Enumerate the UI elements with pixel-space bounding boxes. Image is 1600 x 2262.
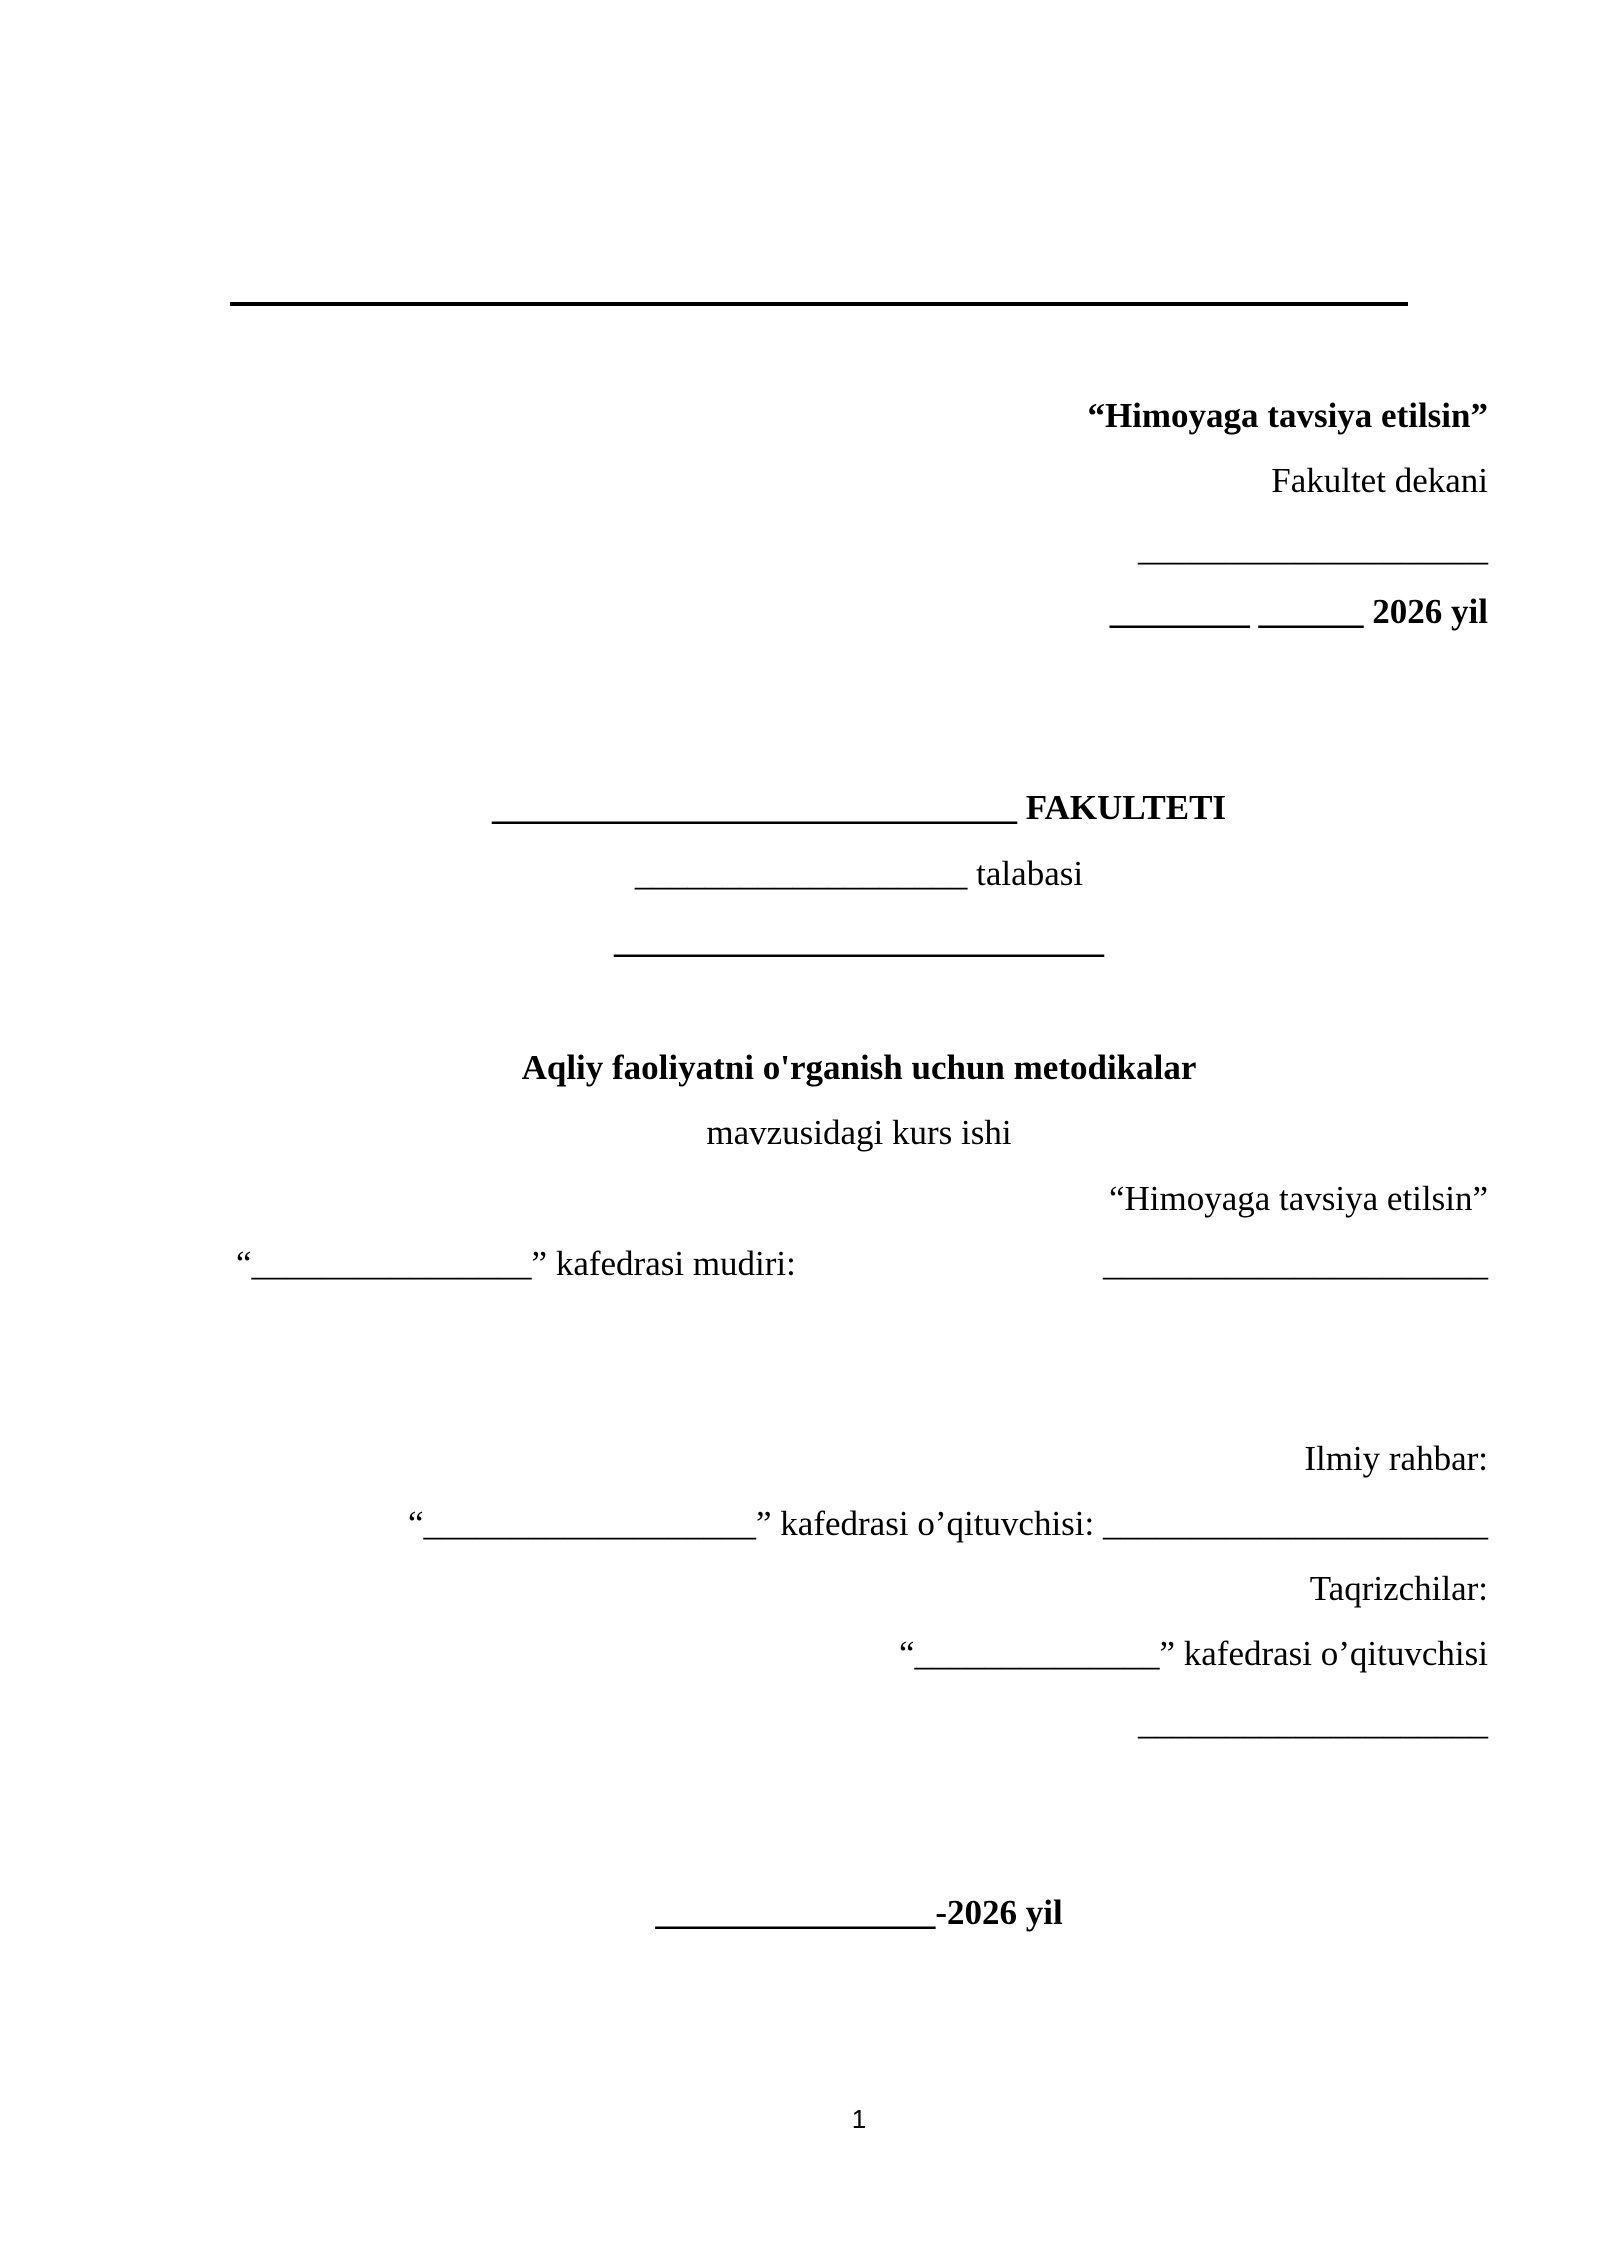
supervisor-title: Ilmiy rahbar: bbox=[1304, 1439, 1488, 1478]
department-head-signature-line: ______________________ bbox=[1103, 1244, 1488, 1283]
reviewer-label: “______________” kafedrasi o’qituvchisi bbox=[898, 1634, 1488, 1673]
footer-year: ________________-2026 yil bbox=[655, 1893, 1063, 1932]
student-line: ___________________ talabasi bbox=[634, 854, 1084, 893]
student-name-line: ____________________________ bbox=[614, 921, 1104, 960]
dean-title: Fakultet dekani bbox=[1271, 461, 1488, 500]
reviewers-title: Taqrizchilar: bbox=[1309, 1569, 1488, 1608]
supervisor-label: “___________________” kafedrasi o’qituvchisi: ______________________ bbox=[407, 1504, 1488, 1543]
top-rule bbox=[230, 302, 1408, 306]
department-approval: “Himoyaga tavsiya etilsin” bbox=[1108, 1179, 1488, 1218]
faculty-line: ______________________________ FAKULTETI bbox=[491, 788, 1227, 827]
topic-subtitle: mavzusidagi kurs ishi bbox=[706, 1113, 1012, 1152]
department-head-label: “________________” kafedrasi mudiri: bbox=[236, 1244, 796, 1283]
reviewer-signature-line: ____________________ bbox=[1138, 1703, 1488, 1742]
dean-signature-line: ____________________ bbox=[1138, 529, 1488, 568]
approval-date: ________ ______ 2026 yil bbox=[1109, 592, 1488, 631]
page-number: 1 bbox=[851, 2104, 867, 2134]
topic-title: Aqliy faoliyatni o'rganish uchun metodikalar bbox=[521, 1048, 1197, 1087]
approval-stamp: “Himoyaga tavsiya etilsin” bbox=[1087, 396, 1488, 435]
